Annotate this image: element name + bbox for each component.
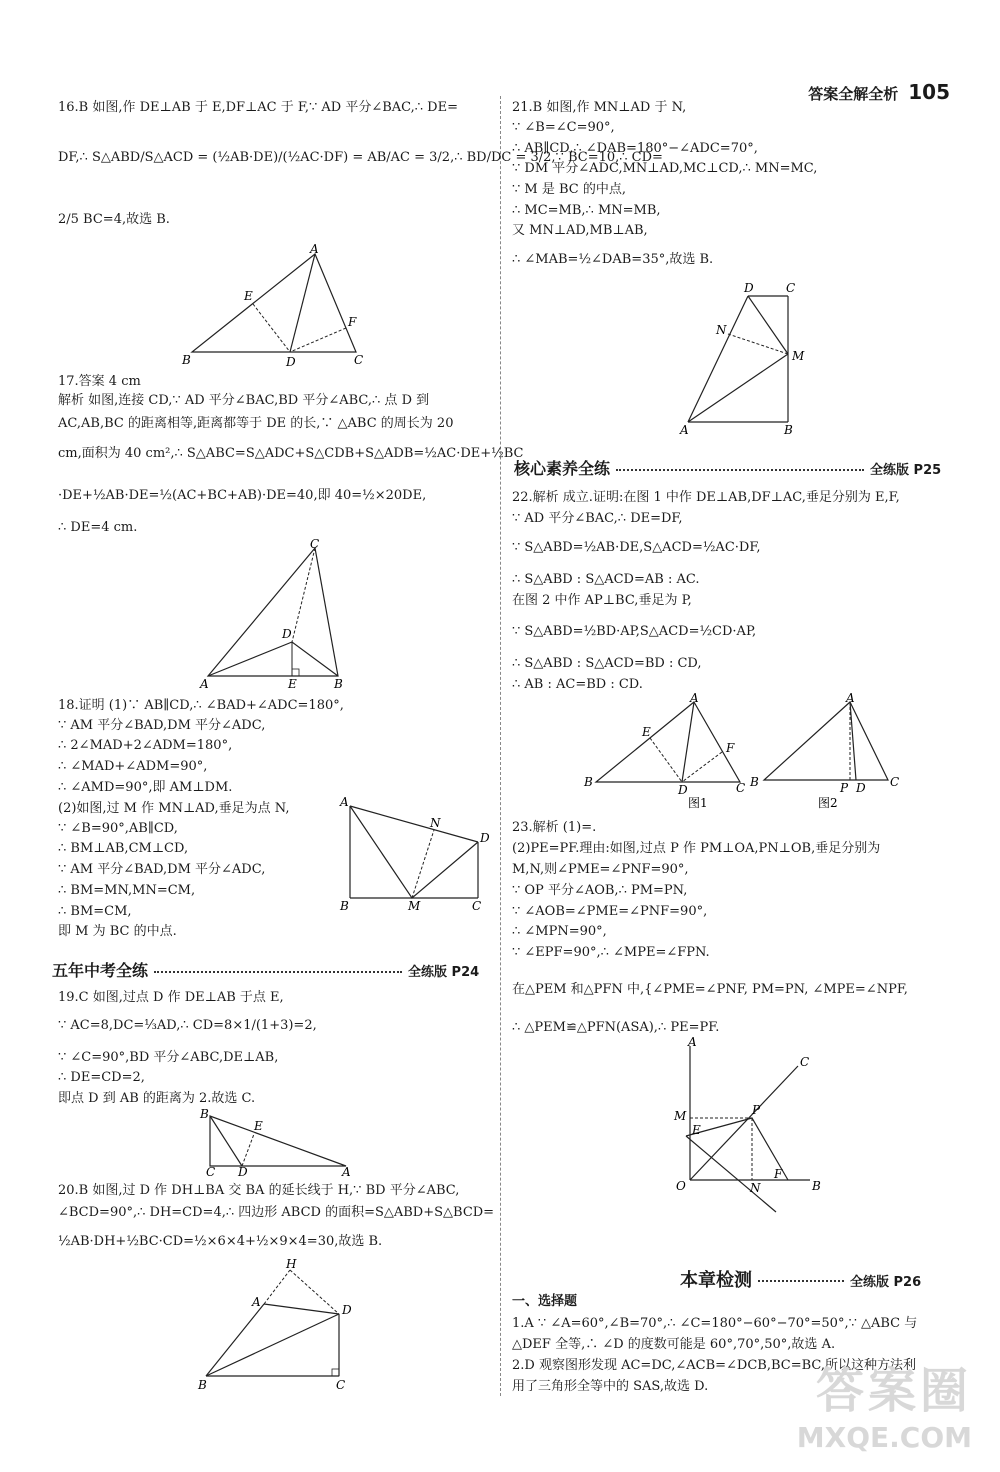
c1-line: △DEF 全等,∴ ∠D 的度数可能是 60°,70°,50°,故选 A. (512, 1337, 836, 1352)
q17-line: 17.答案 4 cm (58, 374, 141, 389)
q23-line: ∵ ∠AOB=∠PME=∠PNF=90°, (512, 904, 708, 919)
q18-line: ∴ BM⊥AB,CM⊥CD, (58, 841, 189, 856)
section-ref: 全练版 P25 (870, 463, 942, 478)
q22-line: ∴ S△ABD : S△ACD=AB : AC. (512, 572, 700, 587)
svg-text:A: A (200, 677, 209, 691)
svg-text:B: B (182, 353, 191, 367)
svg-text:A: A (340, 795, 349, 809)
q19-line: 19.C 如图,过点 D 作 DE⊥AB 于点 E, (58, 990, 284, 1005)
c1-line: 1.A ∵ ∠A=60°,∠B=70°,∴ ∠C=180°−60°−70°=50°,∵ △ABC 与 (512, 1316, 918, 1331)
leader-dots (616, 469, 864, 471)
svg-text:B: B (812, 1179, 821, 1193)
q21-line: ∴ MC=MB,∴ MN=MB, (512, 203, 661, 218)
q17-line: AC,AB,BC 的距离相等,距离都等于 DE 的长,∵ △ABC 的周长为 20 (58, 416, 454, 431)
q20-line: 20.B 如图,过 D 作 DH⊥BA 交 BA 的延长线于 H,∵ BD 平分∠ABC, (58, 1183, 460, 1198)
q21-line: ∴ ∠MAB=½∠DAB=35°,故选 B. (512, 252, 714, 267)
q19-line: ∴ DE=CD=2, (58, 1070, 145, 1085)
svg-text:A: A (310, 242, 319, 256)
svg-text:P: P (840, 781, 849, 795)
watermark-logo: 答案圈 (815, 1363, 972, 1419)
q18-line: 即 M 为 BC 的中点. (58, 924, 177, 939)
figure-q23 (672, 1035, 832, 1198)
figure-q21 (672, 278, 822, 438)
svg-text:E: E (642, 725, 651, 739)
q18-line: ∴ 2∠MAD+2∠ADM=180°, (58, 738, 233, 753)
svg-text:B: B (198, 1378, 207, 1392)
q23-line: ∵ ∠EPF=90°,∴ ∠MPE=∠FPN. (512, 945, 710, 960)
q21-line: ∵ M 是 BC 的中点, (512, 182, 626, 197)
q22-line: ∴ AB : AC=BD : CD. (512, 677, 643, 692)
svg-text:C: C (786, 281, 796, 295)
section-header-chapter-test (680, 1266, 921, 1292)
svg-text:C: C (354, 353, 364, 367)
svg-text:A: A (688, 1035, 697, 1049)
svg-text:B: B (784, 423, 793, 437)
svg-text:C: C (336, 1378, 346, 1392)
figure-caption-2: 图2 (818, 796, 838, 810)
svg-text:D: D (238, 1165, 248, 1179)
q18-line: 18.证明 (1)∵ AB∥CD,∴ ∠BAD+∠ADC=180°, (58, 698, 344, 713)
q19-line: ∵ ∠C=90°,BD 平分∠ABC,DE⊥AB, (58, 1050, 279, 1065)
q17-line: ∴ DE=4 cm. (58, 520, 138, 535)
svg-text:M: M (408, 899, 421, 913)
q17-line: cm,面积为 40 cm²,∴ S△ABC=S△ADC+S△CDB+S△ADB=½AC·DE+½BC (58, 446, 524, 461)
q23-line: ∵ OP 平分∠AOB,∴ PM=PN, (512, 883, 688, 898)
figure-q18 (338, 795, 490, 918)
watermark-url: MXQE.COM (796, 1421, 972, 1454)
svg-text:H: H (286, 1257, 297, 1271)
q21-line: ∵ DM 平分∠ADC,MN⊥AD,MC⊥CD,∴ MN=MC, (512, 161, 818, 176)
q17-line: 解析 如图,连接 CD,∵ AD 平分∠BAC,BD 平分∠ABC,∴ 点 D 到 (58, 393, 430, 408)
q23-line: ∴ △PEM≌△PFN(ASA),∴ PE=PF. (512, 1020, 720, 1035)
svg-text:D: D (744, 281, 754, 295)
svg-text:E: E (244, 289, 253, 303)
svg-text:C: C (206, 1165, 216, 1179)
section-title: 本章检测 (680, 1270, 752, 1291)
figure-q19 (198, 1108, 358, 1178)
q23-line: 23.解析 (1)=. (512, 820, 597, 835)
section-title: 核心素养全练 (514, 459, 611, 478)
svg-text:B: B (200, 1107, 209, 1121)
svg-text:E: E (288, 677, 297, 691)
part-heading: 一、选择题 (512, 1294, 578, 1309)
svg-text:F: F (726, 741, 735, 755)
q21-line: 又 MN⊥AD,MB⊥AB, (512, 223, 648, 238)
q18-line: ∵ ∠B=90°,AB∥CD, (58, 821, 178, 836)
q21-line: 21.B 如图,作 MN⊥AD 于 N, (512, 100, 687, 115)
svg-text:B: B (750, 775, 759, 789)
q22-line: ∵ S△ABD=½BD·AP,S△ACD=½CD·AP, (512, 624, 757, 639)
watermark (797, 1352, 972, 1454)
q23-line: (2)PE=PF.理由:如图,过点 P 作 PM⊥OA,PN⊥OB,垂足分别为 (512, 841, 881, 856)
header-title: 答案全解全析 (808, 85, 899, 103)
svg-text:D: D (678, 783, 688, 797)
svg-text:D: D (480, 831, 490, 845)
q22-line: 在图 2 中作 AP⊥BC,垂足为 P, (512, 593, 692, 608)
svg-text:A: A (680, 423, 689, 437)
svg-text:M: M (674, 1109, 687, 1123)
figure-q17 (198, 538, 368, 694)
q16-line: 16.B 如图,作 DE⊥AB 于 E,DF⊥AC 于 F,∵ AD 平分∠BAC,∴ DE= (58, 100, 458, 115)
svg-text:A: A (252, 1295, 261, 1309)
figure-caption-1: 图1 (688, 796, 708, 810)
q16-line: 2/5 BC=4,故选 B. (58, 212, 170, 227)
svg-text:D: D (856, 781, 866, 795)
svg-text:C: C (736, 781, 746, 795)
section-header-five-year (52, 958, 479, 981)
svg-text:D: D (286, 355, 296, 369)
figure-q16 (180, 242, 380, 370)
svg-text:P: P (752, 1103, 761, 1117)
page-number: 105 (908, 80, 950, 104)
svg-text:C: C (890, 775, 900, 789)
q20-line: ½AB·DH+½BC·CD=½×6×4+½×9×4=30,故选 B. (58, 1234, 383, 1249)
svg-text:A: A (342, 1165, 351, 1179)
section-ref: 全练版 P24 (408, 965, 480, 980)
figure-q22 (582, 691, 902, 810)
svg-text:N: N (750, 1181, 761, 1195)
q21-line: ∴ AB∥CD,∴ ∠DAB=180°−∠ADC=70°, (512, 141, 758, 156)
svg-text:M: M (792, 349, 805, 363)
svg-text:F: F (774, 1167, 783, 1181)
column-divider (500, 96, 501, 1396)
q18-line: (2)如图,过 M 作 MN⊥AD,垂足为点 N, (58, 801, 290, 816)
q22-line: ∵ AD 平分∠BAC,∴ DE=DF, (512, 511, 683, 526)
q23-line: M,N,则∠PME=∠PNF=90°, (512, 862, 689, 877)
svg-text:N: N (430, 816, 441, 830)
svg-text:D: D (342, 1303, 352, 1317)
q23-line: 在△PEM 和△PFN 中,{∠PME=∠PNF, PM=PN, ∠MPE=∠NPF, (512, 982, 908, 997)
svg-text:E: E (254, 1119, 263, 1133)
section-title: 五年中考全练 (52, 961, 149, 980)
svg-text:B: B (334, 677, 343, 691)
c2-line: 用了三角形全等中的 SAS,故选 D. (512, 1379, 709, 1394)
svg-text:N: N (716, 323, 727, 337)
svg-text:B: B (340, 899, 349, 913)
c2-line: 2.D 观察图形发现 AC=DC,∠ACB=∠DCB,BC=BC,所以这种方法利 (512, 1358, 917, 1373)
q18-line: ∴ ∠MAD+∠ADM=90°, (58, 759, 208, 774)
section-ref: 全练版 P26 (850, 1275, 922, 1290)
svg-text:A: A (690, 691, 699, 705)
leader-dots (758, 1280, 844, 1282)
q22-line: ∵ S△ABD=½AB·DE,S△ACD=½AC·DF, (512, 540, 761, 555)
q22-line: ∴ S△ABD : S△ACD=BD : CD, (512, 656, 702, 671)
svg-text:D: D (282, 627, 292, 641)
svg-text:C: C (472, 899, 482, 913)
q19-line: 即点 D 到 AB 的距离为 2.故选 C. (58, 1091, 256, 1106)
q18-line: ∴ BM=CM, (58, 904, 132, 919)
q23-line: ∴ ∠MPN=90°, (512, 924, 607, 939)
q19-line: ∵ AC=8,DC=⅓AD,∴ CD=8×1/(1+3)=2, (58, 1018, 317, 1033)
q18-line: ∵ AM 平分∠BAD,DM 平分∠ADC, (58, 718, 266, 733)
q17-line: ·DE+½AB·DE=½(AC+BC+AB)·DE=40,即 40=½×20DE, (58, 488, 427, 503)
q18-line: ∵ AM 平分∠BAD,DM 平分∠ADC, (58, 862, 266, 877)
svg-text:C: C (800, 1055, 810, 1069)
page-header (808, 80, 950, 104)
q22-line: 22.解析 成立.证明:在图 1 中作 DE⊥AB,DF⊥AC,垂足分别为 E,F, (512, 490, 900, 505)
svg-text:F: F (348, 315, 357, 329)
leader-dots (154, 971, 402, 973)
svg-text:B: B (584, 775, 593, 789)
svg-text:O: O (676, 1179, 686, 1193)
svg-text:E: E (692, 1123, 701, 1137)
svg-text:C: C (310, 537, 320, 551)
q21-line: ∵ ∠B=∠C=90°, (512, 120, 615, 135)
q18-line: ∴ BM=MN,MN=CM, (58, 883, 196, 898)
q20-line: ∠BCD=90°,∴ DH=CD=4,∴ 四边形 ABCD 的面积=S△ABD+S△BCD= (58, 1205, 495, 1220)
svg-text:A: A (846, 691, 855, 705)
section-header-core-practice (514, 456, 941, 479)
figure-q20 (194, 1258, 364, 1392)
q18-line: ∴ ∠AMD=90°,即 AM⊥DM. (58, 780, 233, 795)
q16-line: DF,∴ S△ABD/S△ACD = (½AB·DE)/(½AC·DF) = AB/AC = 3/2,∴ BD/DC = 3/2,∵ BC=10,∴ CD= (58, 150, 663, 165)
